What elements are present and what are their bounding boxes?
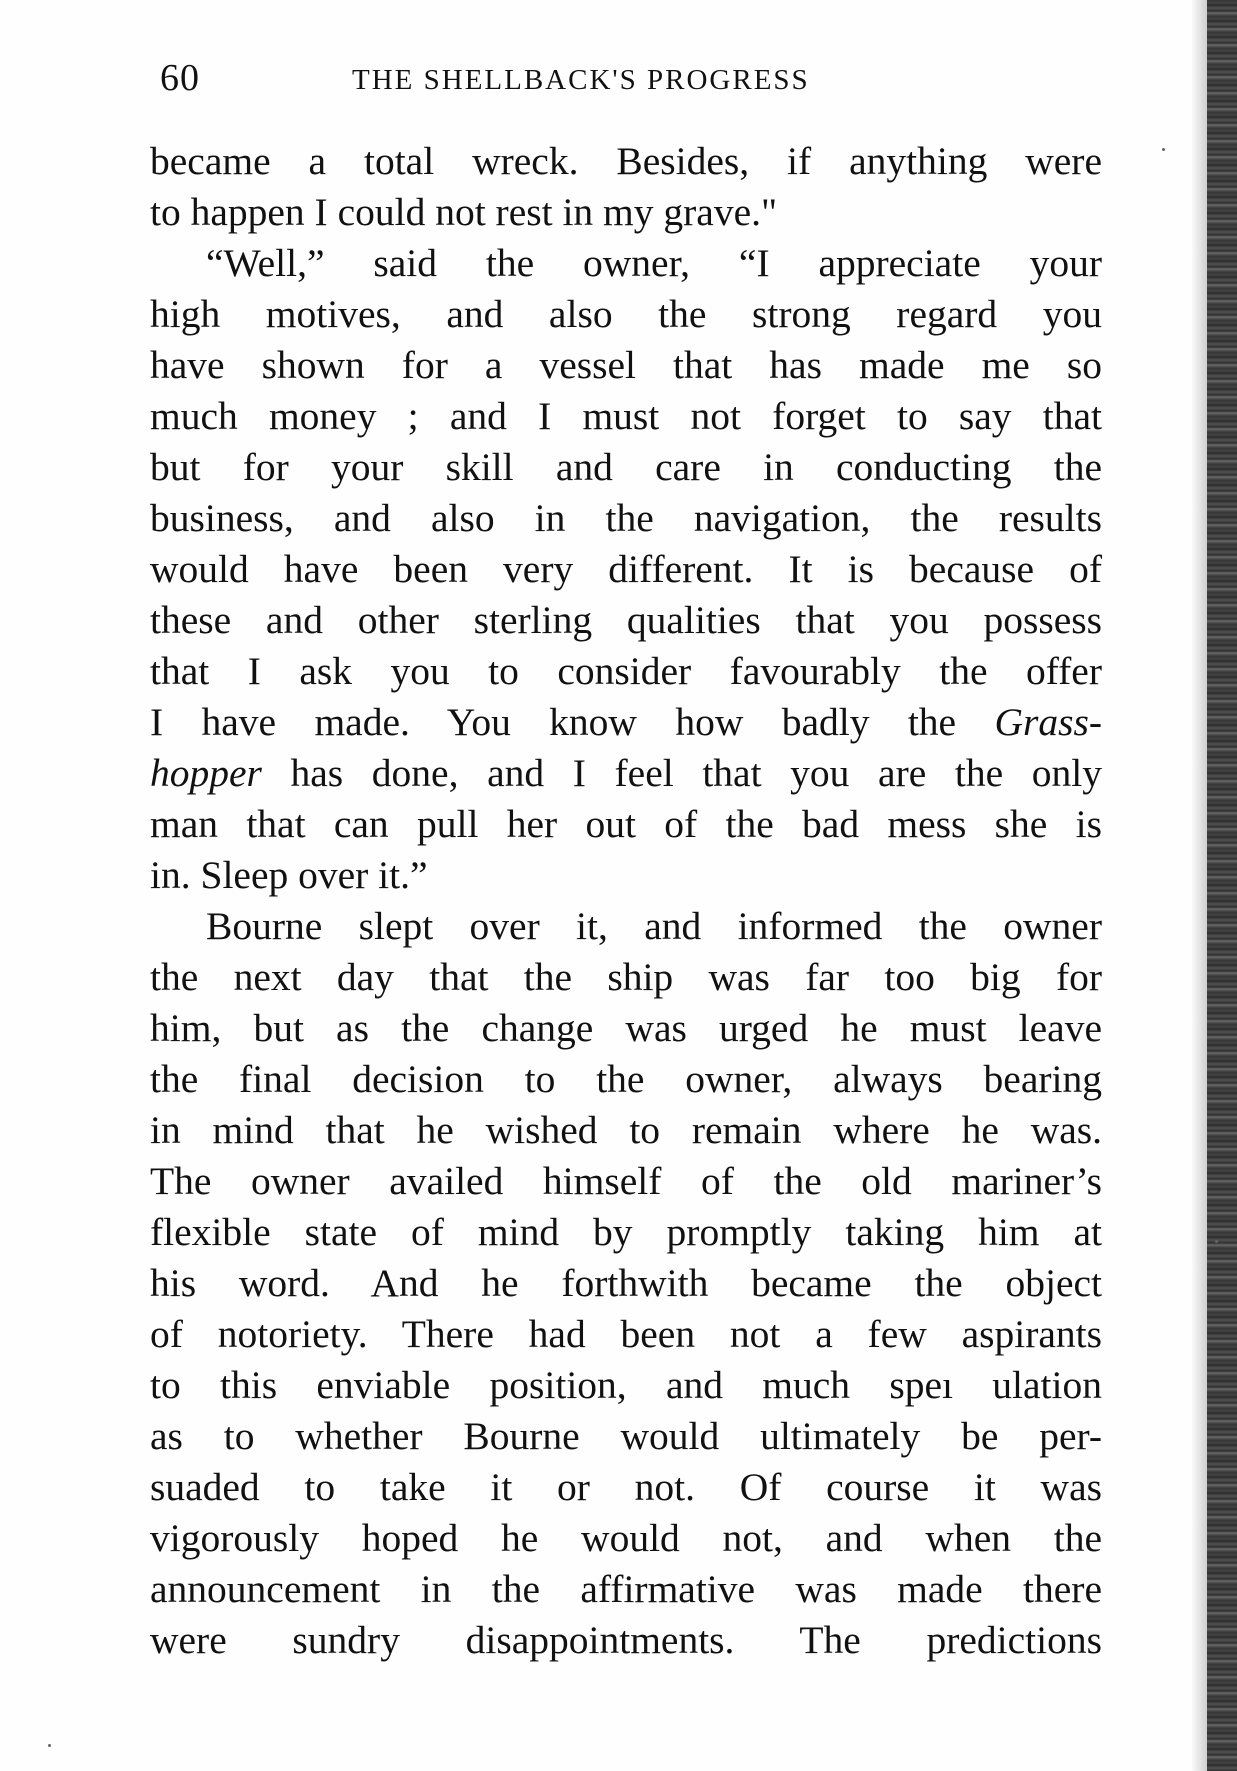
text-line: high motives, and also the strong regard you <box>150 292 1102 336</box>
text-line: man that can pull her out of the bad mess she is <box>150 802 1102 846</box>
text-line: have shown for a vessel that has made me so <box>150 343 1102 387</box>
text-line: vigorously hoped he would not, and when the <box>150 1516 1102 1560</box>
text-line: of notoriety. There had been not a few aspirants <box>150 1312 1102 1356</box>
text-line: that I ask you to consider favourably the offer <box>150 649 1102 693</box>
text-line-with-italic <box>150 748 1102 799</box>
text-line: the next day that the ship was far too big for <box>150 955 1102 999</box>
text-line: but for your skill and care in conducting the <box>150 445 1102 489</box>
scan-speck <box>48 1744 51 1747</box>
text-line: the final decision to the owner, always bearing <box>150 1057 1102 1101</box>
binding-edge <box>1207 0 1237 1771</box>
text-line: his word. And he forthwith became the object <box>150 1261 1102 1305</box>
page-header <box>160 56 920 106</box>
text-line: suaded to take it or not. Of course it was <box>150 1465 1102 1509</box>
text-line: these and other sterling qualities that you possess <box>150 598 1102 642</box>
text-line: “Well,” said the owner, “I appreciate your <box>206 241 1102 285</box>
body-text <box>150 136 1102 1666</box>
text-fragment: I have made. You know how badly the <box>150 700 995 744</box>
italic-ship-name: hopper <box>150 751 262 795</box>
text-line-with-italic <box>150 697 1102 748</box>
page-number: 60 <box>160 57 200 99</box>
text-line: The owner availed himself of the old mariner’s <box>150 1159 1102 1203</box>
text-line: would have been very different. It is because of <box>150 547 1102 591</box>
text-line: much money ; and I must not forget to say that <box>150 394 1102 438</box>
text-line: to this enviable position, and much speı ulation <box>150 1363 1102 1407</box>
text-line: announcement in the affirmative was made there <box>150 1567 1102 1611</box>
text-line: as to whether Bourne would ultimately be per- <box>150 1414 1102 1458</box>
text-line: business, and also in the navigation, the results <box>150 496 1102 540</box>
text-line: flexible state of mind by promptly taking him at <box>150 1210 1102 1254</box>
text-line: to happen I could not rest in my grave." <box>150 190 778 234</box>
scan-speck <box>1215 1240 1218 1243</box>
running-title: THE SHELLBACK'S PROGRESS <box>352 64 810 96</box>
text-fragment: has done, and I feel that you are the only <box>261 751 1102 795</box>
text-line: Bourne slept over it, and informed the owner <box>206 904 1102 948</box>
scan-speck <box>1162 148 1165 151</box>
text-line: in mind that he wished to remain where he was. <box>150 1108 1102 1152</box>
text-line: in. Sleep over it.” <box>150 853 428 897</box>
text-line: became a total wreck. Besides, if anything were <box>150 139 1102 183</box>
text-line: were sundry disappointments. The predictions <box>150 1618 1102 1662</box>
italic-ship-name: Grass- <box>994 700 1102 744</box>
text-line: him, but as the change was urged he must leave <box>150 1006 1102 1050</box>
